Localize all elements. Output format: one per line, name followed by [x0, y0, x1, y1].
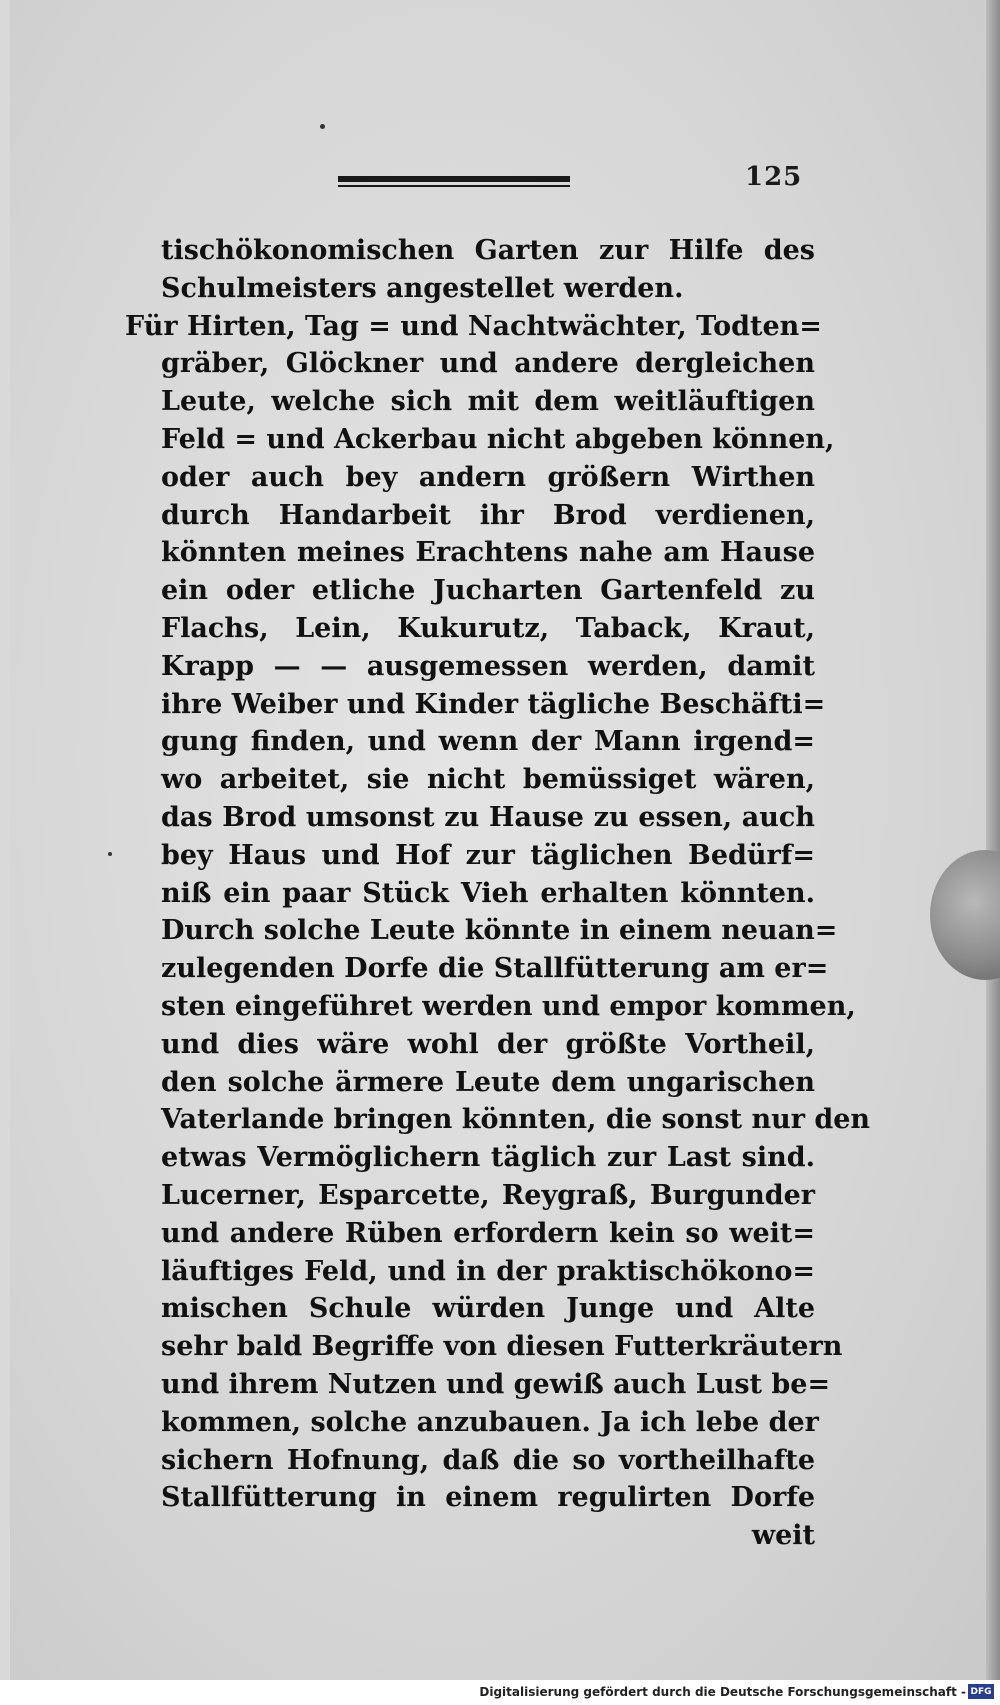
text-line: Für Hirten, Tag = und Nachtwächter, Todten=	[125, 310, 822, 342]
text-line: ein oder etliche Jucharten Gartenfeld zu	[161, 575, 815, 607]
header-rule-thick	[338, 176, 570, 182]
text-line: Stallfütterung in einem regulirten Dorfe	[161, 1482, 815, 1514]
text-line: Lucerner, Esparcette, Reygraß, Burgunder	[161, 1179, 815, 1211]
text-line: sten eingeführet werden und empor kommen,	[161, 990, 856, 1022]
text-line: niß ein paar Stück Vieh erhalten könnten.	[161, 877, 815, 909]
text-line: tischökonomischen Garten zur Hilfe des	[161, 235, 815, 266]
page-number: 125	[745, 162, 803, 192]
text-line: sichern Hofnung, daß die so vortheilhafte	[161, 1444, 815, 1476]
text-line: gung finden, und wenn der Mann irgend=	[161, 726, 815, 758]
text-line: bey Haus und Hof zur täglichen Bedürf=	[161, 839, 815, 871]
ink-speck	[108, 852, 112, 856]
catchword: weit	[751, 1520, 815, 1552]
text-line: Durch solche Leute könnte in einem neuan=	[161, 915, 838, 947]
text-line: Feld = und Ackerbau nicht abgeben können,	[161, 423, 835, 455]
text-line: ihre Weiber und Kinder tägliche Beschäfti=	[161, 688, 826, 720]
text-line: oder auch bey andern größern Wirthen	[161, 461, 815, 493]
text-line: etwas Vermöglichern täglich zur Last sind.	[161, 1142, 815, 1174]
text-line: Leute, welche sich mit dem weitläuftigen	[161, 386, 815, 418]
digitization-footer	[0, 1680, 1000, 1705]
text-line: und andere Rüben erfordern kein so weit=	[161, 1217, 815, 1249]
ink-speck	[320, 124, 325, 129]
text-line: läuftiges Feld, und in der praktischökono=	[161, 1255, 815, 1287]
page-edge-shadow	[986, 0, 1000, 1680]
text-line: Krapp — — ausgemessen werden, damit	[161, 650, 815, 682]
header-rule	[338, 176, 570, 188]
text-line: gräber, Glöckner und andere dergleichen	[161, 348, 815, 380]
text-line: sehr bald Begriffe von diesen Futterkräutern	[161, 1331, 843, 1363]
dfg-logo: DFG	[968, 1684, 994, 1699]
text-line: wo arbeitet, sie nicht bemüssiget wären,	[161, 764, 815, 796]
text-line: mischen Schule würden Junge und Alte	[161, 1293, 815, 1325]
text-line: den solche ärmere Leute dem ungarischen	[161, 1066, 815, 1098]
text-line: kommen, solche anzubauen. Ja ich lebe der	[161, 1406, 819, 1438]
header-rule-thin	[338, 185, 570, 187]
text-line: Flachs, Lein, Kukurutz, Taback, Kraut,	[161, 612, 815, 644]
text-line: Schulmeisters angestellet werden.	[161, 272, 684, 304]
text-line: durch Handarbeit ihr Brod verdienen,	[161, 499, 815, 531]
body-text	[125, 232, 871, 1555]
footer-credit: Digitalisierung gefördert durch die Deutsche Forschungsgemeinschaft -	[479, 1685, 966, 1699]
text-line: Vaterlande bringen könnten, die sonst nur den	[161, 1104, 871, 1136]
text-line: das Brod umsonst zu Hause zu essen, auch	[161, 801, 815, 833]
text-line: und dies wäre wohl der größte Vortheil,	[161, 1028, 815, 1060]
text-line: zulegenden Dorfe die Stallfütterung am er=	[161, 953, 829, 985]
text-line: könnten meines Erachtens nahe am Hause	[161, 537, 815, 569]
text-line: und ihrem Nutzen und gewiß auch Lust be=	[161, 1368, 831, 1400]
